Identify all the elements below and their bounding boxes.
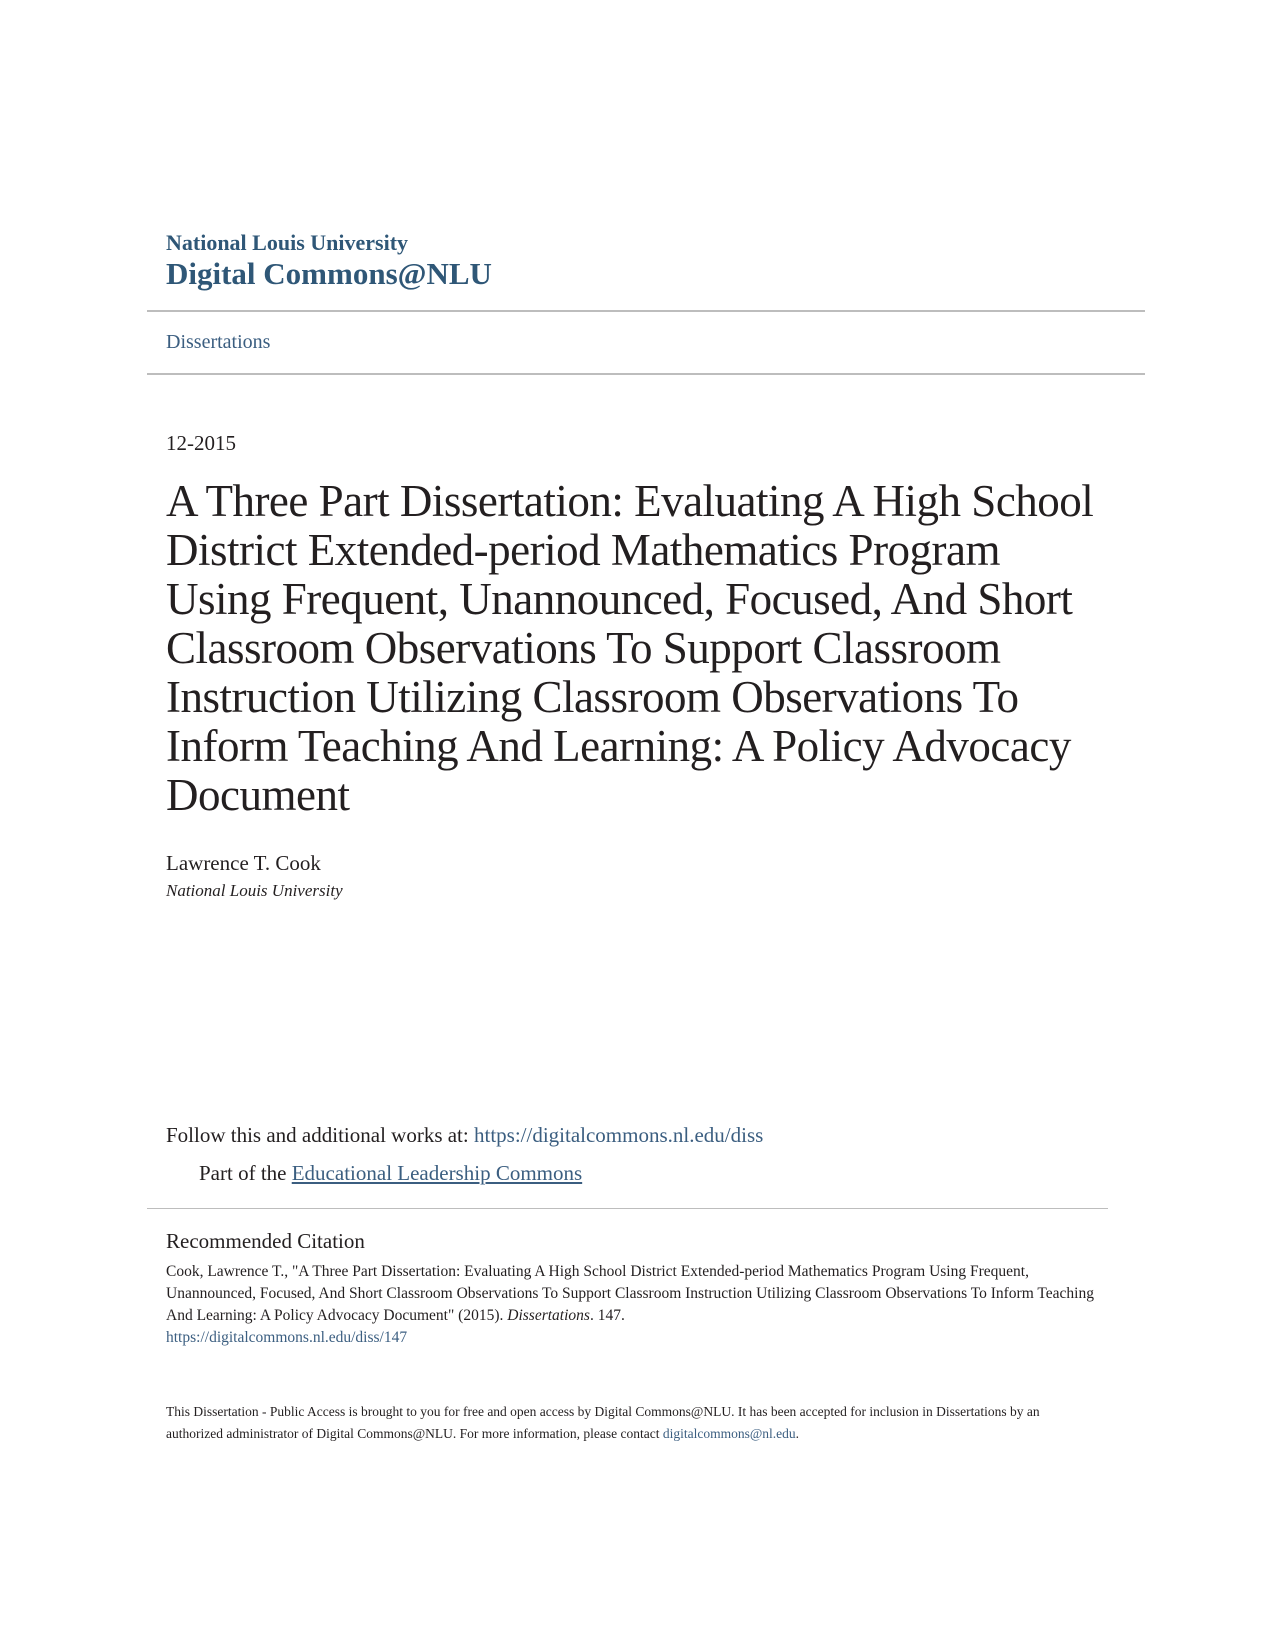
citation-text: [166, 1261, 1096, 1327]
notice-end: .: [795, 1426, 799, 1441]
divider-citation: [147, 1208, 1108, 1209]
author-name: Lawrence T. Cook: [166, 851, 321, 875]
citation-heading: Recommended Citation: [166, 1229, 365, 1253]
divider-top: [147, 310, 1145, 312]
collection-link[interactable]: Dissertations: [166, 331, 271, 353]
contact-email-link[interactable]: digitalcommons@nl.edu: [662, 1426, 796, 1441]
publication-date: 12-2015: [166, 431, 236, 455]
institution-name: National Louis University: [166, 230, 409, 255]
divider-middle: [147, 373, 1145, 375]
notice-text: This Dissertation - Public Access is brought to you for free and open access by Digital Commons@NLU. It has been accepted for inclusion in Dissertations by an authorized administrator of Digital Commons@NLU. For more information, please contact: [166, 1404, 1040, 1441]
follow-prefix: Follow this and additional works at:: [166, 1123, 474, 1147]
repository-link[interactable]: Digital Commons@NLU: [166, 256, 492, 291]
part-of-prefix: Part of the: [199, 1161, 292, 1185]
commons-link[interactable]: Educational Leadership Commons: [291, 1161, 583, 1185]
citation-main: Cook, Lawrence T., "A Three Part Dissertation: Evaluating A High School District Extended-period Mathematics Program Using Frequent, Unannounced, Focused, And Short Classroom Observations To Support Classroom Instruction Utilizing Classroom Observations To Inform Teaching And Learning: A Policy Advocacy Document" (2015).: [166, 1263, 1094, 1324]
citation-number: . 147.: [589, 1307, 625, 1324]
part-of-line: [199, 1161, 582, 1185]
citation-series: Dissertations: [507, 1307, 590, 1324]
follow-line: [166, 1123, 763, 1147]
citation-url-link[interactable]: https://digitalcommons.nl.edu/diss/147: [166, 1329, 408, 1346]
follow-url-link[interactable]: https://digitalcommons.nl.edu/diss: [473, 1123, 764, 1147]
access-notice: [166, 1401, 1066, 1445]
author-affiliation: National Louis University: [166, 881, 343, 900]
document-title: A Three Part Dissertation: Evaluating A High School District Extended-period Mathematics Program Using Frequent, Unannounced, Focused, And Short Classroom Observations To Support Classroom Instruction Utilizing Classroom Observations To Inform Teaching And Learning: A Policy Advocacy Document: [166, 476, 1094, 820]
